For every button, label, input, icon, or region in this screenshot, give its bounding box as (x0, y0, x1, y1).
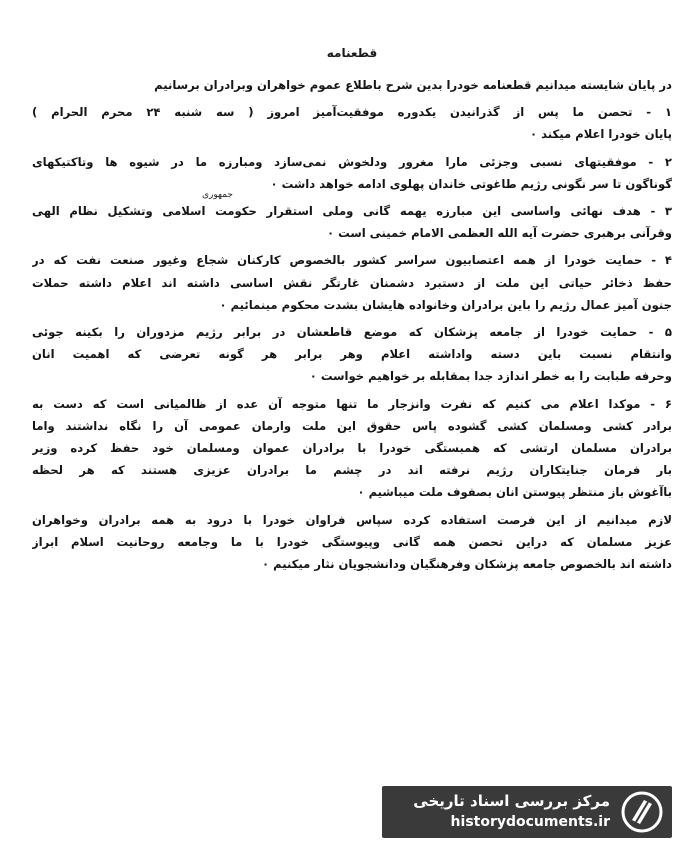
text-line: گوناگون تا سر نگونی رژیم طاغوتی خاندان پهلوی ادامه خواهد داشت ۰ (270, 176, 672, 191)
text-line: ۴ - حمایت خودرا از همه اعتصابیون سراسر کشور بالخصوص کارکنان شجاع وغیور صنعت نفت که در (32, 253, 672, 268)
text-line: ۶ - موکدا اعلام می کنیم که نفرت وانزجار ما تنها متوجه آن عده از ظالمیانی است که دست به (32, 396, 672, 411)
text-line: حفظ ذخائر حیاتی این ملت از دستبرد دشمنان غارتگر نقش اساسی داشته اند اعلام داشته حملات (32, 275, 672, 290)
paragraph (32, 393, 672, 504)
text-line: برادر کشی ومسلمان کشی گشوده پاس حقوق این ملت وارمان عمومی آن را نگاه نداشتند واما (32, 418, 672, 433)
text-line: وقرآنی برهبری حضرت آیه الله العظمی الامام خمینی است ۰ (326, 226, 672, 241)
paragraph (32, 74, 672, 96)
text-line: پایان خودرا اعلام میکند ۰ (529, 127, 672, 142)
document-paragraphs (32, 74, 672, 575)
watermark-banner (382, 786, 672, 838)
text-line: ۱ - تحصن ما پس از گذرانیدن یکدوره موفقیت‌آمیز امروز ( سه شنبه ۲۴ محرم الحرام ) (32, 105, 672, 120)
text-line: ۵ - حمایت خودرا از جامعه پزشکان که موضع قاطعشان در برابر رژیم مزدوران را بکینه جوئی (32, 325, 672, 340)
paragraph (32, 321, 672, 388)
text-line: جنون آمیز عمال رژیم را باین برادران وخانواده هایشان بشدت محکوم مینمائیم ۰ (219, 297, 672, 312)
text-line: باآغوش باز منتظر پیوستن انان بصفوف ملت میباشیم ۰ (357, 485, 672, 500)
text-line: برادران مسلمان ارتشی که همبستگی خودرا با برادران عموان ومسلمان خود حفظ کرده وزیر (32, 441, 672, 456)
watermark-text-fa: مرکز بررسی اسناد تاریخی (413, 792, 610, 810)
book-page-icon (620, 790, 664, 834)
document-title: قطعنامه (326, 46, 378, 60)
paragraph (32, 249, 672, 316)
text-line: لازم میدانیم از این فرصت استفاده کرده سپاس فراوان خودرا با درود به همه برادران وخواهران (32, 512, 672, 527)
text-line: عزیز مسلمان که دراین تحصن همه گانی وپیوستگی خودرا با ما وجامعه روحانیت اسلام ابراز (32, 534, 672, 549)
document-body (32, 46, 672, 575)
paragraph (32, 101, 672, 145)
paragraph (32, 151, 672, 195)
text-line: ۳ - هدف نهائی واساسی این مبارزه یهمه گانی وملی استقرار حکومت اسلامی وتشکیل نظام الهی (32, 204, 672, 219)
text-line: وحرفه طبابت را به خطر اندازد جدا بمقابله بر خواهیم خواست ۰ (309, 369, 672, 384)
text-line: در پایان شایسته میدانیم قطعنامه خودرا بدین شرح باطلاع عموم خواهران وبرادران برسانیم (154, 78, 672, 92)
watermark-text-en: historydocuments.ir (450, 814, 610, 830)
text-line: داشته اند بالخصوص جامعه پزشکان وفرهنگیان ودانشجویان نثار میکنیم ۰ (262, 557, 672, 572)
text-line: وانتقام نسبت باین دسته واداشته اعلام وهر برابر هر گونه تعرضی که اهمیت انان (32, 347, 672, 362)
paragraph: جمهوری ۳ - هدف نهائی واساسی این مبارزه یهمه گانی وملی استقرار حکومت اسلامی وتشکیل نظام الهی وقرآنی برهبری حضرت آیه الله العظمی الامام خمینی است ۰ (32, 200, 672, 244)
text-line: ۲ - موفقیتهای نسبی وجزئی مارا مغرور ودلخوش نمی‌سازد ومبارزه ما در شیوه ها وتاکتیکهای (32, 154, 672, 169)
text-line: بار فرمان جنایتکاران رژیم نرفته اند در چشم ما برادران عزیزی هستند که هر لحظه (32, 463, 672, 478)
paragraph (32, 509, 672, 576)
